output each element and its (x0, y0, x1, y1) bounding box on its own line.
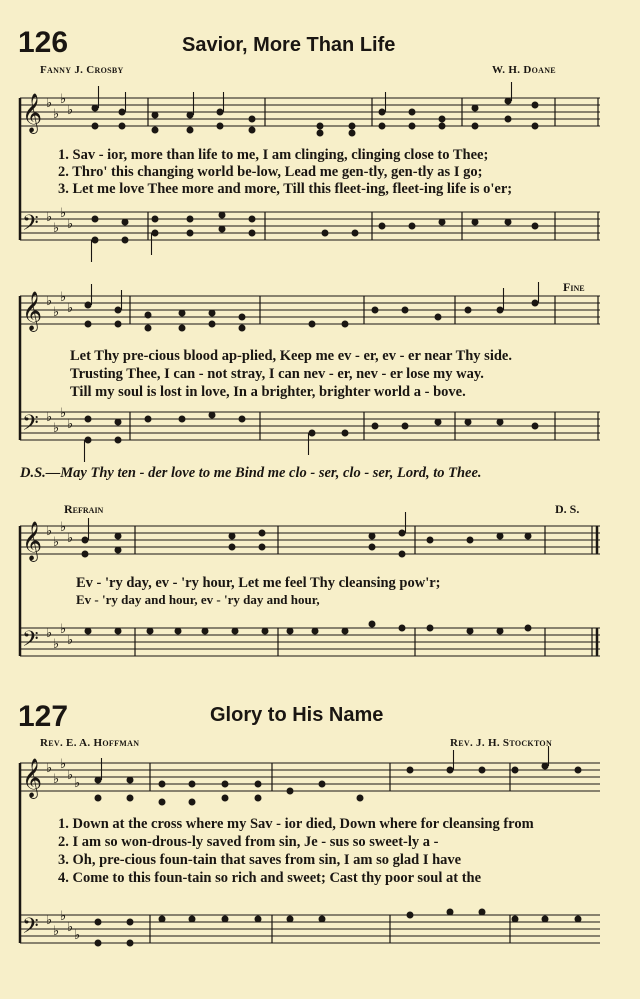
svg-text:♭: ♭ (46, 524, 53, 539)
svg-text:♭: ♭ (74, 928, 81, 943)
treble-clef-icon: 𝄞 (22, 93, 43, 133)
words-credit: Rev. E. A. Hoffman (40, 737, 140, 749)
svg-text:♭: ♭ (53, 772, 60, 787)
hymn-title: Savior, More Than Life (182, 34, 396, 56)
staff-bass-1 (20, 212, 600, 240)
svg-text:♭: ♭ (60, 520, 67, 535)
svg-text:♭: ♭ (67, 301, 74, 316)
refrain-lyric-2: Ev - 'ry day and hour, ev - 'ry day and hour, (76, 592, 320, 607)
svg-text:♭: ♭ (53, 535, 60, 550)
lyric-verse1-sec1: 1. Sav - ior, more than life to me, I am clinging, clinging close to Thee; (58, 147, 489, 163)
treble-clef-icon: 𝄞 (22, 521, 43, 561)
staff-treble-1 (20, 98, 600, 126)
svg-text:♭: ♭ (60, 622, 67, 637)
svg-text:♭: ♭ (67, 633, 74, 648)
fine-marker: Fine (563, 280, 585, 294)
svg-text:♭: ♭ (60, 406, 67, 421)
bass-clef-icon: 𝄢 (22, 914, 39, 944)
svg-text:♭: ♭ (46, 210, 53, 225)
svg-text:♭: ♭ (67, 103, 74, 118)
svg-text:♭: ♭ (46, 761, 53, 776)
svg-text:♭: ♭ (60, 757, 67, 772)
svg-text:♭: ♭ (67, 531, 74, 546)
svg-text:♭: ♭ (67, 417, 74, 432)
hymn-title: Glory to His Name (210, 704, 384, 726)
treble-clef-icon: 𝄞 (22, 758, 43, 798)
lyric-verse1-sec2: Let Thy pre-cious blood ap-plied, Keep me ev - er, ev - er near Thy side. (70, 348, 512, 364)
svg-text:♭: ♭ (46, 913, 53, 928)
hymn-number: 126 (18, 26, 69, 59)
lyric-verse1: 1. Down at the cross where my Sav - ior died, Down where for cleansing from (58, 816, 534, 832)
lyric-verse3: 3. Oh, pre-cious foun-tain that saves from sin, I am so glad I have (58, 852, 462, 868)
svg-text:♭: ♭ (46, 410, 53, 425)
lyric-verse3-sec2: Till my soul is lost in love, In a brighter, brighter world a - bove. (70, 384, 466, 400)
treble-clef-icon: 𝄞 (22, 291, 43, 331)
svg-text:♭: ♭ (46, 96, 53, 111)
svg-text:♭: ♭ (53, 924, 60, 939)
bass-clef-icon: 𝄢 (22, 627, 39, 657)
music-credit: W. H. Doane (492, 64, 556, 76)
lyric-verse4: 4. Come to this foun-tain so rich and sweet; Cast thy poor soul at the (58, 870, 482, 886)
lyric-verse2: 2. I am so won-drous-ly saved from sin, Je - sus so sweet-ly a - (58, 834, 439, 850)
refrain-lyric-1: Ev - 'ry day, ev - 'ry hour, Let me feel Thy cleansing pow'r; (76, 575, 441, 591)
lyric-verse2-sec2: Trusting Thee, I can - not stray, I can nev - er, nev - er lose my way. (70, 366, 484, 382)
svg-text:♭: ♭ (53, 221, 60, 236)
hymn-number: 127 (18, 700, 69, 733)
svg-text:♭: ♭ (67, 217, 74, 232)
staff-bass-3 (20, 628, 600, 656)
svg-text:♭: ♭ (74, 776, 81, 791)
svg-text:♭: ♭ (53, 637, 60, 652)
svg-text:♭: ♭ (60, 290, 67, 305)
svg-text:♭: ♭ (53, 305, 60, 320)
svg-text:♭: ♭ (67, 768, 74, 783)
svg-text:♭: ♭ (60, 909, 67, 924)
bass-clef-icon: 𝄢 (22, 211, 39, 241)
svg-text:♭: ♭ (60, 206, 67, 221)
svg-text:♭: ♭ (46, 626, 53, 641)
staff-treble-2 (20, 296, 600, 324)
ds-marker: D. S. (555, 502, 580, 516)
svg-text:♭: ♭ (67, 920, 74, 935)
ds-lyric-line: D.S.—May Thy ten - der love to me Bind me clo - ser, clo - ser, Lord, to Thee. (20, 465, 482, 481)
refrain-marker: Refrain (64, 502, 104, 516)
svg-text:♭: ♭ (53, 421, 60, 436)
music-credit: Rev. J. H. Stockton (450, 737, 553, 749)
bass-clef-icon: 𝄢 (22, 411, 39, 441)
lyric-verse3-sec1: 3. Let me love Thee more and more, Till this fleet-ing, fleet-ing life is o'er; (58, 181, 513, 197)
svg-text:♭: ♭ (53, 107, 60, 122)
lyric-verse2-sec1: 2. Thro' this changing world be-low, Lead me gen-tly, gen-tly as I go; (58, 164, 483, 180)
words-credit: Fanny J. Crosby (40, 64, 124, 76)
staff-treble-3 (20, 526, 600, 554)
svg-text:♭: ♭ (60, 92, 67, 107)
svg-text:♭: ♭ (46, 294, 53, 309)
